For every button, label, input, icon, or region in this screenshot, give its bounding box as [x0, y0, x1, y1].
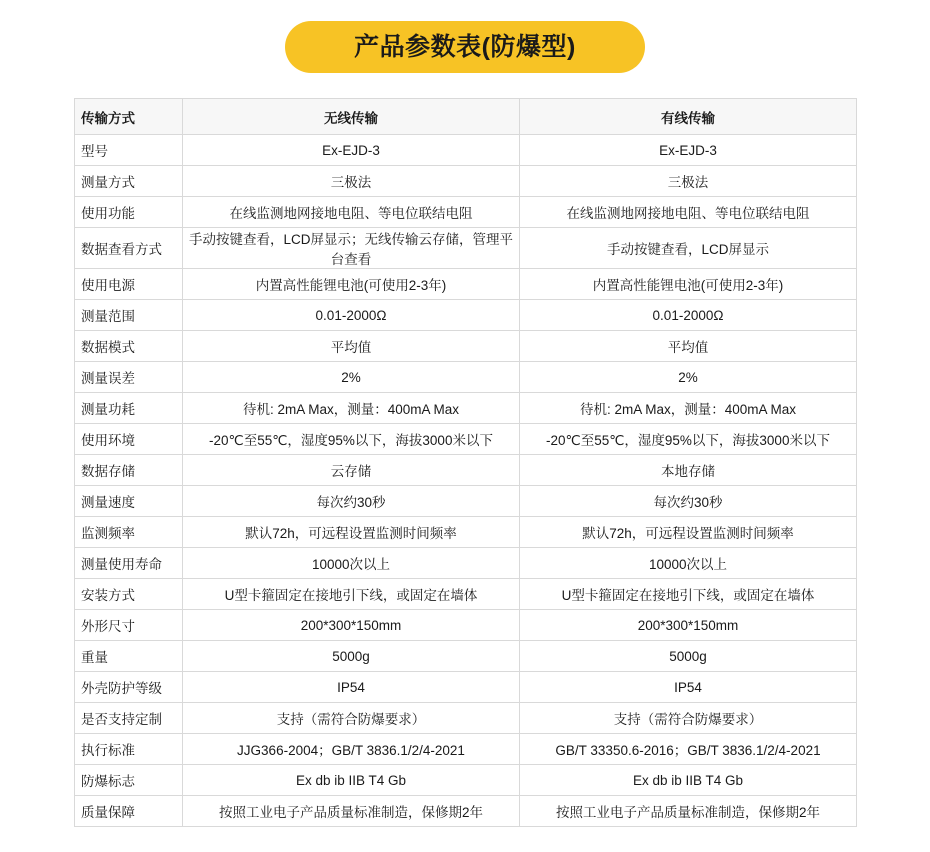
cell-wired: 10000次以上	[520, 548, 857, 579]
table-row	[75, 269, 857, 300]
cell-wireless: 默认72h，可远程设置监测时间频率	[183, 517, 520, 548]
cell-wireless: Ex db ib IIB T4 Gb	[183, 765, 520, 796]
table-row	[75, 765, 857, 796]
table-row	[75, 331, 857, 362]
spec-table-container	[74, 98, 856, 827]
cell-wireless: 200*300*150mm	[183, 610, 520, 641]
cell-wired: 5000g	[520, 641, 857, 672]
row-label: 外壳防护等级	[75, 672, 183, 703]
cell-wired: 支持（需符合防爆要求）	[520, 703, 857, 734]
row-label: 外形尺寸	[75, 610, 183, 641]
cell-wireless: 待机: 2mA Max，测量：400mA Max	[183, 393, 520, 424]
row-label: 使用电源	[75, 269, 183, 300]
cell-wired: 平均值	[520, 331, 857, 362]
row-label: 使用环境	[75, 424, 183, 455]
cell-wireless: Ex-EJD-3	[183, 135, 520, 166]
row-label: 防爆标志	[75, 765, 183, 796]
cell-wireless: 2%	[183, 362, 520, 393]
row-label: 使用功能	[75, 197, 183, 228]
cell-wired: 在线监测地网接地电阻、等电位联结电阻	[520, 197, 857, 228]
cell-wired: 三极法	[520, 166, 857, 197]
page-title: 产品参数表(防爆型)	[354, 32, 576, 61]
spec-table-body	[75, 99, 857, 827]
cell-wired: IP54	[520, 672, 857, 703]
row-label: 执行标准	[75, 734, 183, 765]
cell-wireless: JJG366-2004；GB/T 3836.1/2/4-2021	[183, 734, 520, 765]
table-row	[75, 166, 857, 197]
cell-wired: 内置高性能锂电池(可使用2-3年)	[520, 269, 857, 300]
table-row	[75, 548, 857, 579]
spec-table	[74, 98, 857, 827]
row-label: 是否支持定制	[75, 703, 183, 734]
cell-wired: 200*300*150mm	[520, 610, 857, 641]
cell-wireless: 云存储	[183, 455, 520, 486]
row-label: 数据模式	[75, 331, 183, 362]
row-label: 监测频率	[75, 517, 183, 548]
cell-wired: GB/T 33350.6-2016；GB/T 3836.1/2/4-2021	[520, 734, 857, 765]
cell-wired: 每次约30秒	[520, 486, 857, 517]
cell-wired: 2%	[520, 362, 857, 393]
table-header-row	[75, 99, 857, 135]
header-cell-wired: 有线传输	[520, 99, 857, 135]
table-row	[75, 641, 857, 672]
row-label: 测量范围	[75, 300, 183, 331]
cell-wired: -20℃至55℃，湿度95%以下，海拔3000米以下	[520, 424, 857, 455]
cell-wired: 0.01-2000Ω	[520, 300, 857, 331]
cell-wired: 待机: 2mA Max，测量：400mA Max	[520, 393, 857, 424]
cell-wireless: U型卡箍固定在接地引下线，或固定在墙体	[183, 579, 520, 610]
cell-wired: Ex db ib IIB T4 Gb	[520, 765, 857, 796]
cell-wireless: 在线监测地网接地电阻、等电位联结电阻	[183, 197, 520, 228]
row-label: 数据查看方式	[75, 228, 183, 269]
row-label: 测量方式	[75, 166, 183, 197]
cell-wireless: 10000次以上	[183, 548, 520, 579]
row-label: 数据存储	[75, 455, 183, 486]
table-row	[75, 796, 857, 827]
cell-wireless: 0.01-2000Ω	[183, 300, 520, 331]
cell-wireless: 5000g	[183, 641, 520, 672]
cell-wired: 按照工业电子产品质量标准制造，保修期2年	[520, 796, 857, 827]
row-label: 测量误差	[75, 362, 183, 393]
cell-wireless: 三极法	[183, 166, 520, 197]
title-pill	[285, 21, 645, 73]
cell-wireless: 按照工业电子产品质量标准制造，保修期2年	[183, 796, 520, 827]
title-bar	[0, 0, 930, 73]
table-row	[75, 455, 857, 486]
table-row	[75, 228, 857, 269]
cell-wired: 本地存储	[520, 455, 857, 486]
cell-wireless: 手动按键查看，LCD屏显示；无线传输云存储，管理平台查看	[183, 228, 520, 269]
cell-wired: 手动按键查看，LCD屏显示	[520, 228, 857, 269]
table-row	[75, 393, 857, 424]
table-row	[75, 672, 857, 703]
cell-wireless: 内置高性能锂电池(可使用2-3年)	[183, 269, 520, 300]
table-row	[75, 517, 857, 548]
table-row	[75, 197, 857, 228]
row-label: 测量功耗	[75, 393, 183, 424]
table-row	[75, 135, 857, 166]
row-label: 安装方式	[75, 579, 183, 610]
table-row	[75, 486, 857, 517]
row-label: 测量速度	[75, 486, 183, 517]
table-row	[75, 362, 857, 393]
table-row	[75, 734, 857, 765]
table-row	[75, 300, 857, 331]
cell-wireless: 支持（需符合防爆要求）	[183, 703, 520, 734]
row-label: 测量使用寿命	[75, 548, 183, 579]
row-label: 型号	[75, 135, 183, 166]
table-row	[75, 610, 857, 641]
cell-wired: Ex-EJD-3	[520, 135, 857, 166]
cell-wired: 默认72h，可远程设置监测时间频率	[520, 517, 857, 548]
cell-wireless: 每次约30秒	[183, 486, 520, 517]
table-row	[75, 579, 857, 610]
cell-wireless: IP54	[183, 672, 520, 703]
table-row	[75, 424, 857, 455]
row-label: 重量	[75, 641, 183, 672]
table-row	[75, 703, 857, 734]
cell-wireless: -20℃至55℃，湿度95%以下，海拔3000米以下	[183, 424, 520, 455]
cell-wired: U型卡箍固定在接地引下线，或固定在墙体	[520, 579, 857, 610]
row-label: 质量保障	[75, 796, 183, 827]
header-cell-wireless: 无线传输	[183, 99, 520, 135]
cell-wireless: 平均值	[183, 331, 520, 362]
header-cell-transmission-type: 传输方式	[75, 99, 183, 135]
